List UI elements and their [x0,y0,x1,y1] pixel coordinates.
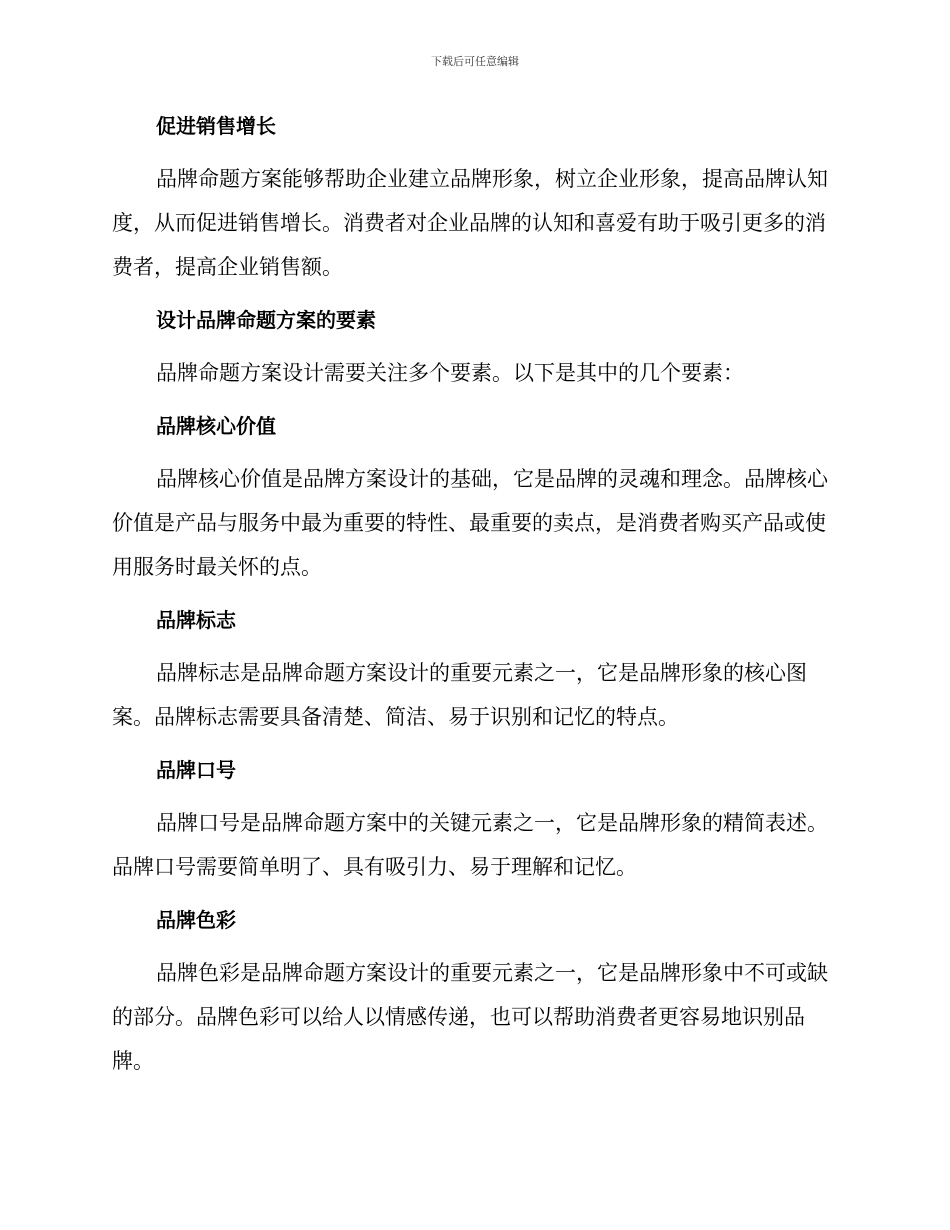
section-paragraph: 品牌标志是品牌命题方案设计的重要元素之一，它是品牌形象的核心图案。品牌标志需要具备清楚、简洁、易于识别和记忆的特点。 [112,661,807,729]
document-body [112,104,832,1092]
section-paragraph: 品牌命题方案设计需要关注多个要素。以下是其中的几个要素： [156,361,744,385]
section-heading: 品牌核心价值 [156,414,276,438]
section-paragraph: 品牌核心价值是品牌方案设计的基础，它是品牌的灵魂和理念。品牌核心价值是产品与服务中最为重要的特性、最重要的卖点，是消费者购买产品或使用服务时最关怀的点。 [112,467,828,579]
section-heading: 品牌色彩 [156,908,236,932]
section-heading: 品牌标志 [156,608,236,632]
section-paragraph: 品牌命题方案能够帮助企业建立品牌形象，树立企业形象，提高品牌认知度，从而促进销售增长。消费者对企业品牌的认知和喜爱有助于吸引更多的消费者，提高企业销售额。 [112,167,828,279]
section-paragraph: 品牌口号是品牌命题方案中的关键元素之一，它是品牌形象的精简表述。品牌口号需要简单明了、具有吸引力、易于理解和记忆。 [112,811,828,879]
page-header: 下载后可任意编辑 [431,55,519,68]
section-heading: 品牌口号 [156,758,236,782]
section-paragraph: 品牌色彩是品牌命题方案设计的重要元素之一，它是品牌形象中不可或缺的部分。品牌色彩可以给人以情感传递，也可以帮助消费者更容易地识别品牌。 [112,961,828,1073]
section-heading: 促进销售增长 [156,114,276,138]
section-heading: 设计品牌命题方案的要素 [156,308,376,332]
